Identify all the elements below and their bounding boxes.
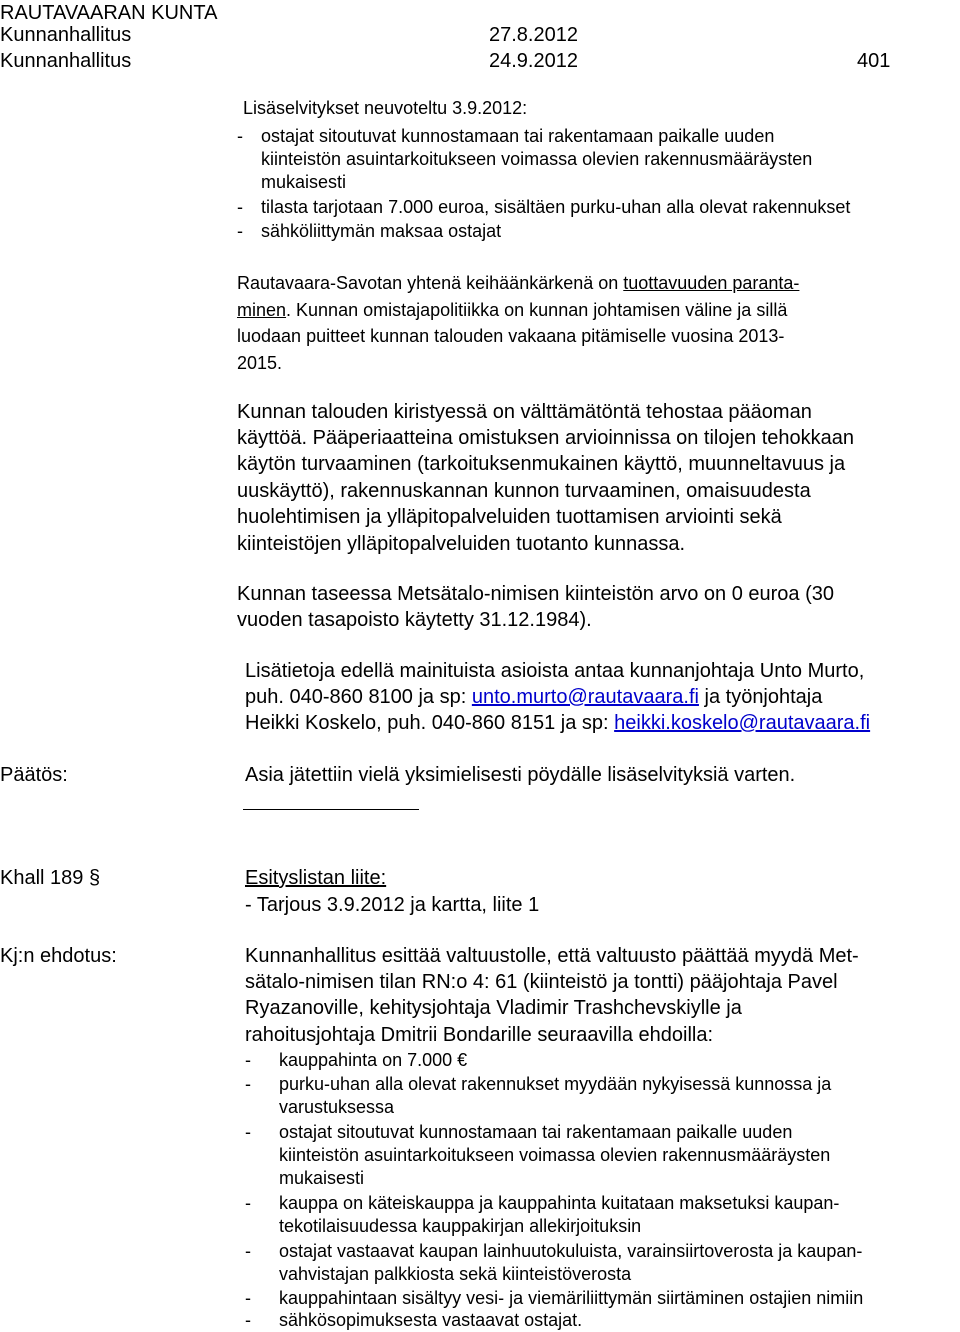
paragraph-line: luodaan puitteet kunnan talouden vakaana pitämiselle vuosina 2013- <box>237 326 785 346</box>
paragraph-line <box>237 272 799 295</box>
page-number: 401 <box>857 50 891 72</box>
paragraph-line: Kunnan talouden kiristyessä on välttämätöntä tehostaa pääoman <box>237 401 812 423</box>
condition-dash: - <box>245 1310 251 1330</box>
proposal-label: Kj:n ehdotus: <box>0 945 117 967</box>
paragraph-line: 2015. <box>237 353 283 373</box>
bullet-line: mukaisesti <box>261 172 347 192</box>
condition-line: vahvistajan palkkiosta sekä kiinteistöverosta <box>279 1264 632 1284</box>
paragraph-line: käyttöä. Pääperiaatteina omistuksen arvioinnissa on tilojen tehokkaan <box>237 427 855 449</box>
appendix-title: Esityslistan liite: <box>245 867 387 889</box>
condition-line: ostajat sitoutuvat kunnostamaan tai rakentamaan paikalle uuden <box>279 1122 793 1142</box>
condition-line: kauppahinta on 7.000 € <box>279 1050 468 1070</box>
decision-label: Päätös: <box>0 764 68 786</box>
bullet-dash: - <box>237 197 243 217</box>
condition-line: varustuksessa <box>279 1097 395 1117</box>
bullet-dash: - <box>237 221 243 241</box>
condition-dash: - <box>245 1122 251 1142</box>
bullet-line: kiinteistön asuintarkoitukseen voimassa olevien rakennusmääräysten <box>261 149 813 169</box>
header-body-2: Kunnanhallitus <box>0 50 132 72</box>
condition-dash: - <box>245 1288 251 1308</box>
contact-text: ja työnjohtaja <box>698 686 823 708</box>
contact-line <box>245 684 822 710</box>
decision-text: Asia jätettiin vielä yksimielisesti pöydälle lisäselvityksiä varten. <box>245 764 796 786</box>
condition-dash: - <box>245 1050 251 1070</box>
proposal-line: rahoitusjohtaja Dmitrii Bondarille seuraavilla ehdoilla: <box>245 1024 714 1046</box>
paragraph-text: Rautavaara-Savotan yhtenä keihäänkärkenä on <box>237 273 624 293</box>
organization-name: RAUTAVAARAN KUNTA <box>0 2 218 24</box>
additional-info-intro: Lisäselvitykset neuvoteltu 3.9.2012: <box>243 98 528 118</box>
paragraph-text: . Kunnan omistajapolitiikka on kunnan johtamisen väline ja sillä <box>286 300 788 320</box>
condition-dash: - <box>245 1193 251 1213</box>
contact-text: Heikki Koskelo, puh. 040-860 8151 ja sp: <box>245 712 615 734</box>
condition-dash: - <box>245 1241 251 1261</box>
header-date-2: 24.9.2012 <box>489 50 578 72</box>
paragraph-line <box>237 299 787 322</box>
separator-rule <box>243 809 419 810</box>
paragraph-line: kiinteistöjen ylläpitopalveluiden tuotanto kunnassa. <box>237 533 686 555</box>
bullet-line: tilasta tarjotaan 7.000 euroa, sisältäen purku-uhan alla olevat rakennukset <box>261 197 851 217</box>
paragraph-line: käytön turvaaminen (tarkoituksenmukainen käyttö, muunneltavuus ja <box>237 453 846 475</box>
contact-text: puh. 040-860 8100 ja sp: <box>245 686 472 708</box>
bullet-line: sähköliittymän maksaa ostajat <box>261 221 502 241</box>
proposal-line: Kunnanhallitus esittää valtuustolle, että valtuusto päättää myydä Met- <box>245 945 859 967</box>
email-link-unto-murto[interactable]: unto.murto@rautavaara.fi <box>471 686 699 708</box>
section-label: Khall 189 § <box>0 867 101 889</box>
condition-line: ostajat vastaavat kaupan lainhuutokuluista, varainsiirtoverosta ja kaupan- <box>279 1241 863 1261</box>
proposal-line: sätalo-nimisen tilan RN:o 4: 61 (kiinteistö ja tontti) pääjohtaja Pavel <box>245 971 838 993</box>
underlined-phrase: tuottavuuden paranta- <box>623 273 800 293</box>
condition-line: tekotilaisuudessa kauppakirjan allekirjoituksin <box>279 1216 642 1236</box>
contact-line: Lisätietoja edellä mainituista asioista antaa kunnanjohtaja Unto Murto, <box>245 660 865 682</box>
condition-line: purku-uhan alla olevat rakennukset myydään nykyisessä kunnossa ja <box>279 1074 832 1094</box>
condition-line: kauppa on käteiskauppa ja kauppahinta kuitataan maksetuksi kaupan- <box>279 1193 840 1213</box>
email-link-heikki-koskelo[interactable]: heikki.koskelo@rautavaara.fi <box>614 712 871 734</box>
condition-line: sähkösopimuksesta vastaavat ostajat. <box>279 1310 583 1330</box>
paragraph-line: vuoden tasapoisto käytetty 31.12.1984). <box>237 609 592 631</box>
condition-line: mukaisesti <box>279 1168 365 1188</box>
header-date-1: 27.8.2012 <box>489 24 578 46</box>
proposal-line: Ryazanoville, kehitysjohtaja Vladimir Trashchevskiylle ja <box>245 997 742 1019</box>
header-body-1: Kunnanhallitus <box>0 24 132 46</box>
paragraph-line: huolehtimisen ja ylläpitopalveluiden tuottamisen arviointi sekä <box>237 506 782 528</box>
underlined-phrase: minen <box>237 300 287 320</box>
bullet-dash: - <box>237 126 243 146</box>
paragraph-line: uuskäyttö), rakennuskannan kunnon turvaaminen, omaisuudesta <box>237 480 811 502</box>
bullet-line: ostajat sitoutuvat kunnostamaan tai rakentamaan paikalle uuden <box>261 126 775 146</box>
condition-line: kauppahintaan sisältyy vesi- ja viemäriliittymän siirtäminen ostajien nimiin <box>279 1288 864 1308</box>
appendix-item: - Tarjous 3.9.2012 ja kartta, liite 1 <box>245 894 540 916</box>
paragraph-line: Kunnan taseessa Metsätalo-nimisen kiinteistön arvo on 0 euroa (30 <box>237 583 835 605</box>
condition-dash: - <box>245 1074 251 1094</box>
condition-line: kiinteistön asuintarkoitukseen voimassa olevien rakennusmääräysten <box>279 1145 831 1165</box>
contact-line <box>245 710 870 736</box>
